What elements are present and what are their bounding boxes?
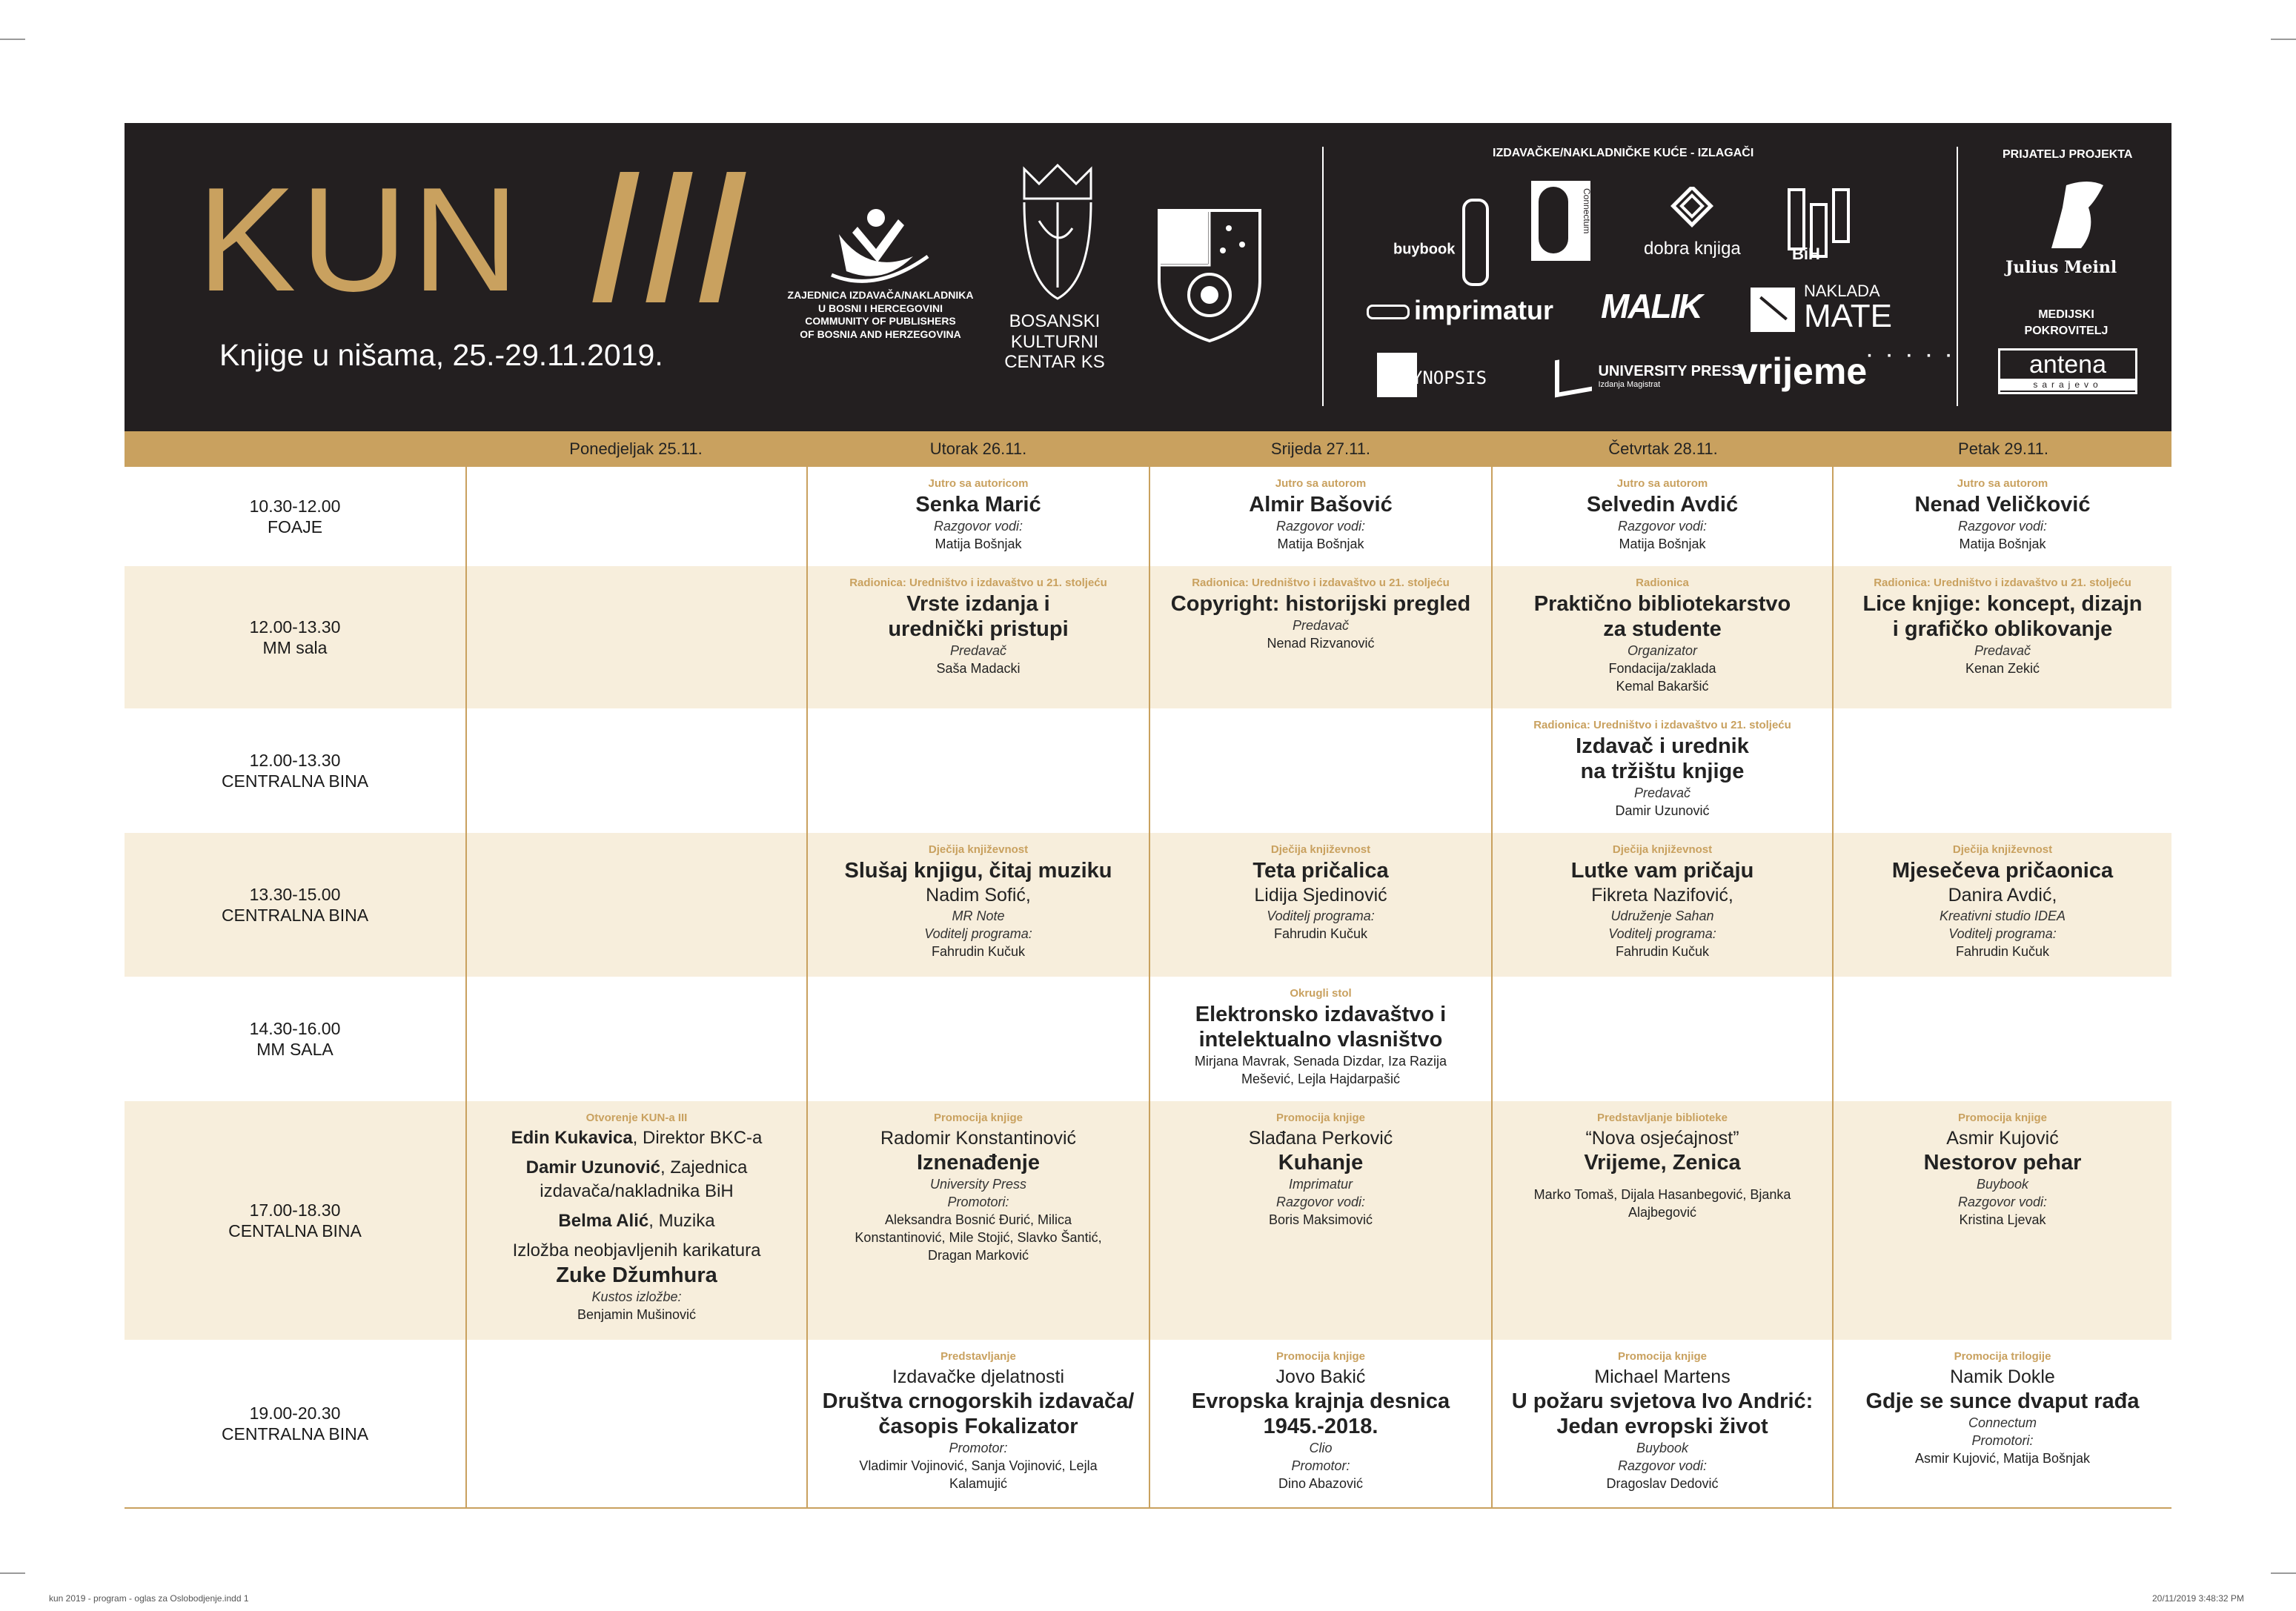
day-tuesday: Utorak 26.11.: [929, 439, 1027, 458]
crop-mark: [2271, 1572, 2296, 1574]
crop-mark: [2271, 39, 2296, 40]
event-cell: Dječija književnost Lutke vam pričaju Fikreta Nazifović, Udruženje Sahan Voditelj programa: Fahrudin Kučuk: [1570, 843, 1754, 959]
buybook-figure-icon: [1462, 199, 1489, 286]
zajednica-logo-icon: [824, 205, 935, 293]
julius-meinl-logo: Julius Meinl: [2005, 258, 2117, 277]
event-cell: Promocija knjige Slađana Perković Kuhanje Imprimatur Razgovor vodi: Boris Maksimović: [1248, 1112, 1393, 1227]
event-cell: Promocija knjige Radomir Konstantinović Iznenađenje University Press Promotori: Aleksandra Bosnić Đurić, Milica Konstantinović, Mile Stojić, Slavko Šantić, Dragan Marković: [855, 1112, 1102, 1263]
bih-logo: BiH: [1782, 182, 1863, 268]
time-cell: 14.30-16.00 MM SALA: [249, 1019, 341, 1059]
table-bottom-line: [125, 1507, 2171, 1509]
event-cell: Radionica Praktično bibliotekarstvo za studente Organizator Fondacija/zaklada Kemal Bakaršić: [1533, 577, 1791, 694]
event-cell: Jutro sa autorom Almir Bašović Razgovor vodi: Matija Bošnjak: [1249, 477, 1393, 551]
festival-subtitle: Knjige u nišama, 25.-29.11.2019.: [219, 338, 663, 372]
header-banner: KUN Knjige u nišama, 25.-29.11.2019. ZAJEDNICA IZDAVAČA/NAKLADNIKA U BOSNI I HERCEGOVINI COMMUNITY OF PUBLISHERS OF BOSNIA AND HERZEGOVINA BOSANSKI KULTURNI CENTAR KS IZDAVAČKE/NAKLADNIČKE KUĆE - IZLAGAČI buybook Connectum dobra knjiga BiH imprimatur MALIK NAKLADA MATE SYNOPSIS UNIVERSITY PRESS Izdanja Magistrat vrijeme· · · · · PRIJATELJ PROJEKTA Julius Meinl MEDIJSKI POKROVITELJ antena sarajevo: [125, 123, 2171, 431]
antena-logo: antena sarajevo: [1998, 348, 2137, 394]
event-cell: Radionica: Uredništvo i izdavaštvo u 21. stoljeću Copyright: historijski pregled Predavač Nenad Rizvanović: [1170, 577, 1471, 651]
pen-icon: [1367, 305, 1410, 319]
event-cell: Dječija književnost Mjesečeva pričaonica Danira Avdić, Kreativni studio IDEA Voditelj programa: Fahrudin Kučuk: [1891, 843, 2114, 959]
event-cell: Promocija knjige Jovo Bakić Evropska krajnja desnica 1945.-2018. Clio Promotor: Dino Abazović: [1191, 1350, 1450, 1491]
event-cell-opening: Otvorenje KUN-a III Edin Kukavica, Direktor BKC-a Damir Uzunović, Zajednica izdavača/nakladnika BiH Belma Alić, Muzika Izložba neobjavljenih karikatura Zuke Džumhura Kustos izložbe: Benjamin Mušinović: [511, 1112, 763, 1322]
time-cell: 10.30-12.00 FOAJE: [249, 496, 341, 537]
publishers-label: IZDAVAČKE/NAKLADNIČKE KUĆE - IZLAGAČI: [1493, 147, 1754, 159]
time-cell: 13.30-15.00 CENTRALNA BINA: [221, 885, 369, 925]
time-cell: 17.00-18.30 CENTALNA BINA: [228, 1200, 362, 1240]
event-cell: Jutro sa autorom Nenad Veličković Razgovor vodi: Matija Bošnjak: [1914, 477, 2091, 551]
footer-file-info: kun 2019 - program - oglas za Oslobodjenje.indd 1: [49, 1593, 249, 1604]
day-header-row: [125, 431, 2171, 467]
header-divider: [1957, 147, 1958, 406]
column-divider: [465, 467, 467, 1507]
coat-of-arms-icon: [1155, 206, 1264, 344]
day-thursday: Četvrtak 28.11.: [1608, 439, 1718, 458]
kun-word: KUN: [197, 157, 524, 322]
time-cell: 19.00-20.30 CENTRALNA BINA: [221, 1404, 369, 1444]
event-cell: Predstavljanje biblioteke “Nova osjećajnost” Vrijeme, Zenica Marko Tomaš, Dijala Hasanbegović, Bjanka Alajbegović: [1533, 1112, 1791, 1220]
malik-logo: MALIK: [1601, 287, 1702, 325]
crop-mark: [0, 1572, 25, 1574]
event-cell: Predstavljanje Izdavačke djelatnosti Društva crnogorskih izdavača/ časopis Fokalizator Promotor: Vladimir Vojinović, Sanja Vojinović, Lejla Kalamujić: [822, 1350, 1135, 1491]
knot-icon: [1662, 187, 1722, 239]
book-icon: [1555, 354, 1592, 398]
event-cell: Promocija knjige Michael Martens U požaru svjetova Ivo Andrić: Jedan evropski život Buybook Razgovor vodi: Dragoslav Dedović: [1511, 1350, 1814, 1491]
day-monday: Ponedjeljak 25.11.: [569, 439, 703, 458]
event-cell: Dječija književnost Teta pričalica Lidija Sjedinović Voditelj programa: Fahrudin Kučuk: [1252, 843, 1389, 941]
imprimatur-logo: imprimatur: [1367, 295, 1553, 326]
event-cell: Radionica: Uredništvo i izdavaštvo u 21. stoljeću Lice knjige: koncept, dizajn i grafičko oblikovanje Predavač Kenan Zekić: [1862, 577, 2143, 676]
event-cell: Jutro sa autoricom Senka Marić Razgovor vodi: Matija Bošnjak: [915, 477, 1041, 551]
day-friday: Petak 29.11.: [1958, 439, 2048, 458]
event-cell: Radionica: Uredništvo i izdavaštvo u 21. stoljeću Vrste izdanja i urednički pristupi Predavač Saša Madacki: [849, 577, 1107, 676]
bkc-logo-icon: [1017, 162, 1098, 302]
connectum-logo: Connectum: [1531, 181, 1590, 261]
vrijeme-logo: vrijeme· · · · ·: [1737, 346, 1957, 392]
event-cell: Okrugli stol Elektronsko izdavaštvo i intelektualno vlasništvo Mirjana Mavrak, Senada Dizdar, Iza Razija Mešević, Lejla Hajdarpašić: [1194, 987, 1447, 1086]
synopsis-logo: SYNOPSIS: [1377, 353, 1506, 397]
event-cell: Promocija trilogije Namik Dokle Gdje se sunce dvaput rađa Connectum Promotori: Asmir Kujović, Matija Bošnjak: [1865, 1350, 2140, 1466]
time-cell: 12.00-13.30 MM sala: [249, 617, 341, 657]
friend-label: PRIJATELJ PROJEKTA: [2003, 148, 2133, 161]
zajednica-logo-text: ZAJEDNICA IZDAVAČA/NAKLADNIKA U BOSNI I HERCEGOVINI COMMUNITY OF PUBLISHERS OF BOSNIA AND HERZEGOVINA: [787, 289, 974, 340]
time-cell: 12.00-13.30 CENTRALNA BINA: [221, 751, 369, 791]
dobra-knjiga-logo: dobra knjiga: [1644, 187, 1741, 259]
university-press-logo: UNIVERSITY PRESS Izdanja Magistrat: [1555, 357, 1741, 394]
header-divider: [1322, 147, 1324, 406]
event-cell: Radionica: Uredništvo i izdavaštvo u 21. stoljeću Izdavač i urednik na tržištu knjige Predavač Damir Uzunović: [1533, 719, 1791, 818]
crop-mark: [0, 39, 25, 40]
kun-numeral-mark: [591, 166, 762, 299]
buybook-logo: buybook: [1393, 206, 1489, 293]
event-cell: Promocija knjige Asmir Kujović Nestorov pehar Buybook Razgovor vodi: Kristina Ljevak: [1923, 1112, 2082, 1227]
event-cell: Dječija književnost Slušaj knjigu, čitaj muziku Nadim Sofić, MR Note Voditelj programa: Fahrudin Kučuk: [844, 843, 1112, 959]
julius-meinl-head-icon: [2044, 178, 2111, 252]
media-label: MEDIJSKI POKROVITELJ: [2024, 308, 2108, 337]
kun-title: [197, 157, 762, 322]
event-cell: Jutro sa autorom Selvedin Avdić Razgovor vodi: Matija Bošnjak: [1586, 477, 1739, 551]
day-wednesday: Srijeda 27.11.: [1270, 439, 1371, 458]
footer-timestamp: 20/11/2019 3:48:32 PM: [2152, 1593, 2244, 1604]
bkc-logo-text: BOSANSKI KULTURNI CENTAR KS: [1004, 311, 1105, 373]
